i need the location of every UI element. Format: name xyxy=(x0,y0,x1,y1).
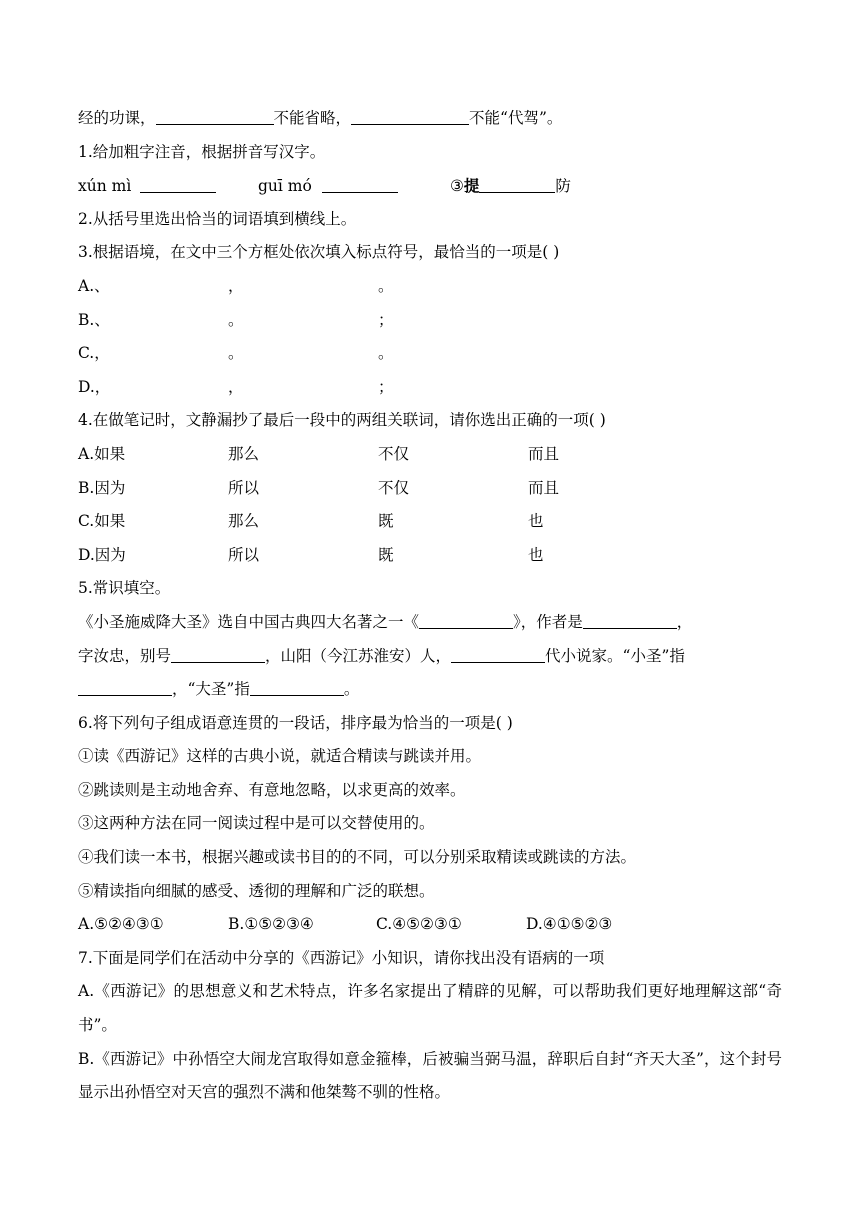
text: 《小圣施威降大圣》选自中国古典四大名著之一《 xyxy=(78,612,420,631)
text: 》，作者是 xyxy=(513,612,583,631)
cell: 也 xyxy=(528,512,544,531)
cell: 也 xyxy=(528,545,544,564)
cell: 不仅 xyxy=(378,478,410,497)
cell: A.、 xyxy=(78,276,110,295)
question-5-title: 5.常识填空。 xyxy=(78,579,171,598)
text: ， xyxy=(676,612,693,631)
answer-blank[interactable] xyxy=(322,176,398,193)
cell: C.如果 xyxy=(78,512,126,531)
answer-blank[interactable] xyxy=(156,108,274,125)
cell: 。 xyxy=(378,276,394,295)
question-1-items xyxy=(78,169,782,203)
answer-blank[interactable] xyxy=(351,108,469,125)
text: 不能省略， xyxy=(273,109,352,127)
q6-option-b[interactable]: B.①⑤②③④ xyxy=(228,915,314,934)
q5-line-1 xyxy=(78,606,782,640)
cell: 所以 xyxy=(228,545,260,564)
bold-char: 提 xyxy=(463,176,480,196)
cell: ， xyxy=(228,276,244,295)
q6-option-c[interactable]: C.④⑤②③① xyxy=(376,915,462,934)
cell: ， xyxy=(228,377,244,396)
answer-blank[interactable] xyxy=(171,646,265,663)
q6-sentence-1: ①读《西游记》这样的古典小说，就适合精读与跳读并用。 xyxy=(78,747,482,766)
cell: D.， xyxy=(78,377,111,396)
text: ，“大圣”指 xyxy=(172,680,250,699)
q5-line-3 xyxy=(78,673,782,707)
q6-sentence-3: ③这两种方法在同一阅读过程中是可以交替使用的。 xyxy=(78,814,435,833)
q3-option-c[interactable] xyxy=(78,337,782,371)
pinyin-2: guī mó xyxy=(258,177,312,196)
cell: B.因为 xyxy=(78,478,126,497)
question-3-title: 3.根据语境，在文中三个方框处依次填入标点符号，最恰当的一项是( ) xyxy=(78,243,560,262)
pinyin-1: xún mì xyxy=(78,177,132,196)
text: 。 xyxy=(343,680,360,699)
item-3-number: ③ xyxy=(450,177,464,196)
cell: D.因为 xyxy=(78,545,126,564)
document-content xyxy=(78,102,782,1110)
question-7-title: 7.下面是同学们在活动中分享的《西游记》小知识，请你找出没有语病的一项 xyxy=(78,948,605,967)
cell: 既 xyxy=(378,512,394,531)
text: ，山阳（今江苏淮安）人， xyxy=(265,646,452,665)
cell: 不仅 xyxy=(378,444,410,463)
q3-option-d[interactable] xyxy=(78,371,782,405)
q4-option-a[interactable] xyxy=(78,438,782,472)
cell: B.、 xyxy=(78,310,110,329)
cell: 那么 xyxy=(228,444,260,463)
text: 字汝忠，别号 xyxy=(78,646,172,665)
q3-option-b[interactable] xyxy=(78,304,782,338)
cell: ； xyxy=(378,310,394,329)
q4-option-b[interactable] xyxy=(78,472,782,506)
cell: 。 xyxy=(228,344,244,363)
q7-option-a[interactable]: A.《西游记》的思想意义和艺术特点，许多名家提出了精辟的见解，可以帮助我们更好地理解这部“奇书”。 xyxy=(78,982,782,1035)
question-1-title: 1.给加粗字注音，根据拼音写汉字。 xyxy=(78,142,326,161)
question-2-title: 2.从括号里选出恰当的词语填到横线上。 xyxy=(78,209,357,228)
answer-blank[interactable] xyxy=(419,612,513,629)
answer-blank[interactable] xyxy=(451,646,545,663)
cell: 而且 xyxy=(528,478,560,497)
question-4-title: 4.在做笔记时，文静漏抄了最后一段中的两组关联词，请你选出正确的一项( ) xyxy=(78,411,606,430)
continuation-line xyxy=(78,102,782,136)
cell: 那么 xyxy=(228,512,260,531)
answer-blank[interactable] xyxy=(78,679,172,696)
text: 不能“代驾”。 xyxy=(469,109,563,127)
q7-option-b[interactable]: B.《西游记》中孙悟空大闹龙宫取得如意金箍棒，后被骗当弼马温，辞职后自封“齐天大圣”，这个封号显示出孙悟空对天宫的强烈不满和他桀骜不驯的性格。 xyxy=(78,1049,782,1102)
cell: 所以 xyxy=(228,478,260,497)
q4-option-c[interactable] xyxy=(78,505,782,539)
q6-sentence-5: ⑤精读指向细腻的感受、透彻的理解和广泛的联想。 xyxy=(78,881,435,900)
cell: 而且 xyxy=(528,444,560,463)
cell: A.如果 xyxy=(78,444,126,463)
text: 经的功课， xyxy=(78,109,156,127)
q3-option-a[interactable] xyxy=(78,270,782,304)
cell: 。 xyxy=(378,344,394,363)
q6-sentence-4: ④我们读一本书，根据兴趣或读书目的的不同，可以分别采取精读或跳读的方法。 xyxy=(78,848,637,867)
text: 代小说家。“小圣”指 xyxy=(545,646,685,665)
answer-blank[interactable] xyxy=(250,679,344,696)
question-6-title: 6.将下列句子组成语意连贯的一段话，排序最为恰当的一项是( ) xyxy=(78,713,513,732)
cell: ； xyxy=(378,377,394,396)
answer-blank[interactable] xyxy=(479,176,555,193)
q6-option-a[interactable]: A.⑤②④③① xyxy=(78,915,164,934)
q6-option-d[interactable]: D.④①⑤②③ xyxy=(526,915,613,934)
q6-options xyxy=(78,908,782,942)
q6-sentence-2: ②跳读则是主动地舍弃、有意地忽略，以求更高的效率。 xyxy=(78,780,466,799)
answer-blank[interactable] xyxy=(583,612,677,629)
cell: C.， xyxy=(78,344,110,363)
cell: 既 xyxy=(378,545,394,564)
answer-blank[interactable] xyxy=(140,176,216,193)
cell: 。 xyxy=(228,310,244,329)
q5-line-2 xyxy=(78,640,782,674)
item-3-char: 防 xyxy=(555,177,571,196)
q4-option-d[interactable] xyxy=(78,539,782,573)
